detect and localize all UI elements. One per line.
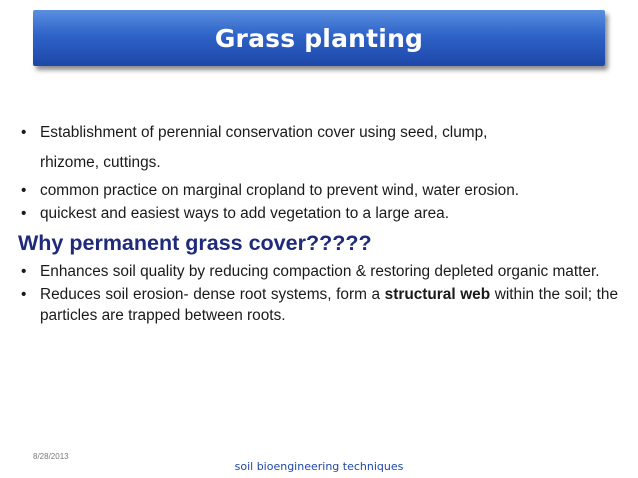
bullet-text-bold: structural web — [384, 286, 491, 303]
bullet-dot-icon: • — [21, 205, 27, 222]
bullet-text: Enhances soil quality by reducing compaction & restoring depleted organic matter. — [40, 263, 600, 280]
bullet-dot-icon: • — [21, 182, 27, 199]
bullet-text: common practice on marginal cropland to prevent wind, water erosion. — [40, 182, 520, 199]
slide-title: Grass planting — [214, 23, 424, 53]
bullet-text-post: within the soil; the particles are trapped between roots. — [40, 286, 619, 324]
section-heading: Why permanent grass cover????? — [18, 231, 372, 255]
bullet-item-erosion — [18, 284, 618, 326]
bullet-item-soil-quality — [18, 261, 618, 282]
bullet-item-common-practice — [18, 180, 618, 201]
bullet-text-line2: rhizome, cuttings. — [40, 154, 161, 171]
bullet-item-establishment — [18, 118, 618, 178]
bullet-list-benefits — [18, 261, 618, 326]
bullet-dot-icon: • — [21, 286, 27, 303]
bullet-text-line1: Establishment of perennial conservation cover using seed, clump, — [40, 124, 488, 141]
slide-content — [18, 118, 618, 326]
bullet-dot-icon: • — [21, 263, 27, 280]
slide-title-banner — [33, 10, 605, 66]
bullet-dot-icon: • — [21, 124, 27, 141]
bullet-item-quickest — [18, 203, 618, 224]
bullet-text-pre: Reduces soil erosion- dense root systems, form a — [40, 286, 385, 303]
footer-caption: soil bioengineering techniques — [234, 460, 404, 473]
bullet-list-methods — [18, 118, 618, 224]
footer-date: 8/28/2013 — [33, 452, 69, 461]
bullet-text: quickest and easiest ways to add vegetation to a large area. — [40, 205, 449, 222]
